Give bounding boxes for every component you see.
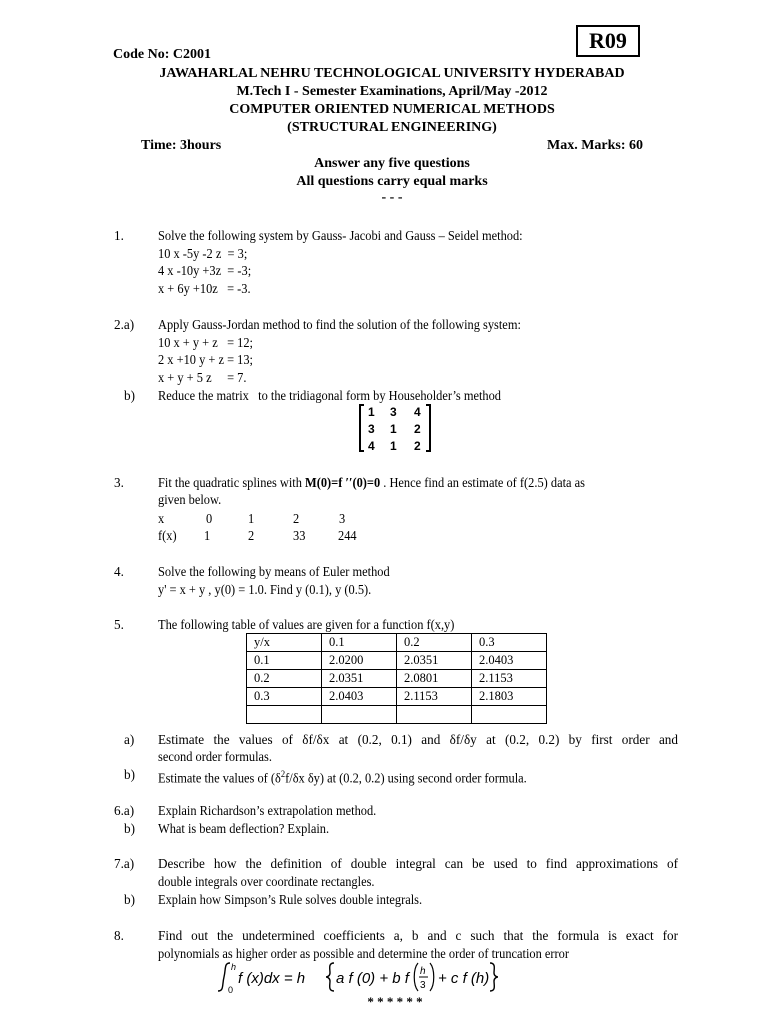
formula-fraction-denominator: 3 [420, 980, 426, 991]
q1-text: Solve the following system by Gauss- Jacobi and Gauss – Seidel method: [158, 228, 523, 243]
q2-equation-1: 10 x + y + z = 12; [158, 335, 254, 350]
matrix-cell: 2 [414, 439, 421, 453]
q7b-text: Explain how Simpson’s Rule solves double integrals. [158, 892, 423, 907]
q1-equation-1: 10 x -5y -2 z = 3; [158, 246, 248, 261]
matrix-cell: 1 [390, 439, 397, 453]
table-cell [397, 706, 472, 724]
q7a-text: Describe how the definition of double integral can be used to find approximations of [158, 856, 678, 871]
q1-number: 1. [114, 228, 124, 243]
q3-row-x-value: 0 [206, 511, 213, 526]
matrix-cell: 1 [368, 405, 375, 419]
formula-fraction-numerator: h [420, 966, 426, 977]
table-cell: 2.1153 [472, 670, 547, 688]
table-cell [472, 706, 547, 724]
q8-number: 8. [114, 928, 124, 943]
q5b-text-pre: Estimate the values of (δ [158, 770, 281, 786]
q2b-number: b) [124, 388, 135, 403]
table-cell: 0.3 [247, 688, 322, 706]
table-cell: 2.0403 [322, 688, 397, 706]
q4-text-2: y' = x + y , y(0) = 1.0. Find y (0.1), y (0.5). [158, 582, 372, 597]
q8-formula [218, 959, 500, 995]
q1-equation-3: x + 6y +10z = -3. [158, 281, 251, 296]
q5b-superscript: 2 [280, 769, 286, 779]
q5b-text-post: f/δx δy) at (0.2, 0.2) using second order formula. [285, 770, 527, 786]
table-cell [322, 706, 397, 724]
instruction-marks: All questions carry equal marks [296, 174, 488, 189]
table-cell: 0.1 [247, 652, 322, 670]
header-separator: - - - [381, 190, 403, 205]
table-cell: 2.1153 [397, 688, 472, 706]
table-row [247, 652, 547, 670]
q3-row-fx-value: 33 [293, 528, 306, 543]
q4-number: 4. [114, 564, 124, 579]
table-cell: y/x [247, 634, 322, 652]
branch-title: (STRUCTURAL ENGINEERING) [287, 120, 497, 135]
table-cell: 2.0351 [397, 652, 472, 670]
q5b-text [158, 766, 527, 787]
q2a-text: Apply Gauss-Jordan method to find the solution of the following system: [158, 317, 521, 332]
instruction-answer: Answer any five questions [314, 156, 470, 171]
table-cell: 0.1 [322, 634, 397, 652]
q3-condition: M(0)=f ′′(0)=0 [305, 475, 381, 490]
table-cell: 2.0403 [472, 652, 547, 670]
q3-row-fx-value: 1 [204, 528, 211, 543]
q5a-number: a) [124, 732, 135, 747]
q7b-number: b) [124, 892, 135, 907]
q3-row-x-value: 2 [293, 511, 300, 526]
q5b-number: b) [124, 767, 135, 782]
code-number: Code No: C2001 [113, 47, 211, 62]
q2a-number: 2.a) [114, 317, 135, 332]
table-cell: 2.1803 [472, 688, 547, 706]
householder-matrix [358, 403, 432, 453]
q3-row-x-value: 3 [339, 511, 346, 526]
q6b-text: What is beam deflection? Explain. [158, 821, 330, 836]
table-cell [247, 706, 322, 724]
q3-row-fx-value: 2 [248, 528, 255, 543]
table-cell: 0.2 [247, 670, 322, 688]
integral-lower-limit: 0 [228, 985, 234, 995]
q6a-number: 6.a) [114, 803, 135, 818]
table-cell: 0.2 [397, 634, 472, 652]
q3-text [158, 474, 585, 492]
q3-text-post: . Hence find an estimate of f(2.5) data as [380, 475, 585, 490]
q8-text: Find out the undetermined coefficients a, b and c such that the formula is exact for [158, 928, 678, 943]
q5a-text-2: second order formulas. [158, 749, 272, 764]
q3-row-fx-label: f(x) [158, 528, 177, 543]
university-name: JAWAHARLAL NEHRU TECHNOLOGICAL UNIVERSITY HYDERABAD [159, 66, 625, 81]
formula-c-term: + c f (h) [438, 970, 490, 987]
integral-upper-limit: h [231, 962, 237, 972]
end-marker: * * * * * * [367, 994, 423, 1009]
q5-number: 5. [114, 617, 124, 632]
q7a-text-2: double integrals over coordinate rectangles. [158, 874, 375, 889]
table-cell: 0.3 [472, 634, 547, 652]
q3-text-2: given below. [158, 492, 222, 507]
table-row [247, 688, 547, 706]
q3-row-x-label: x [158, 511, 165, 526]
table-row [247, 706, 547, 724]
q6b-number: b) [124, 821, 135, 836]
formula-a-term: a f (0) + b f [336, 970, 409, 987]
q4-text: Solve the following by means of Euler method [158, 564, 390, 579]
time-label: Time: 3hours [141, 138, 222, 153]
q3-text-pre: Fit the quadratic splines with [158, 475, 306, 490]
q5-values-table [246, 633, 547, 724]
subject-title: COMPUTER ORIENTED NUMERICAL METHODS [229, 102, 555, 117]
q7a-number: 7.a) [114, 856, 135, 871]
q2-equation-2: 2 x +10 y + z = 13; [158, 352, 254, 367]
formula-lhs: f (x)dx = h [238, 970, 306, 987]
matrix-cell: 4 [414, 405, 421, 419]
q5-text: The following table of values are given for a function f(x,y) [158, 617, 455, 632]
matrix-cell: 4 [368, 439, 375, 453]
q2b-text: Reduce the matrix to the tridiagonal form by Householder’s method [158, 388, 501, 403]
table-row [247, 634, 547, 652]
q5a-text: Estimate the values of δf/δx at (0.2, 0.1) and δf/δy at (0.2, 0.2) by first order and [158, 732, 678, 747]
q2-equation-3: x + y + 5 z = 7. [158, 370, 247, 385]
q3-row-fx-value: 244 [338, 528, 357, 543]
q1-equation-2: 4 x -10y +3z = -3; [158, 263, 252, 278]
q6a-text: Explain Richardson’s extrapolation method. [158, 803, 377, 818]
matrix-cell: 1 [390, 422, 397, 436]
table-cell: 2.0200 [322, 652, 397, 670]
table-cell: 2.0351 [322, 670, 397, 688]
matrix-cell: 3 [390, 405, 397, 419]
exam-title: M.Tech I - Semester Examinations, April/May -2012 [236, 84, 548, 99]
max-marks-label: Max. Marks: 60 [547, 138, 644, 153]
regulation-badge: R09 [576, 25, 640, 57]
table-cell: 2.0801 [397, 670, 472, 688]
table-row [247, 670, 547, 688]
matrix-cell: 3 [368, 422, 375, 436]
q3-number: 3. [114, 475, 124, 490]
q8-text-2: polynomials as higher order as possible and determine the order of truncation error [158, 946, 570, 961]
matrix-cell: 2 [414, 422, 421, 436]
q3-row-x-value: 1 [248, 511, 255, 526]
